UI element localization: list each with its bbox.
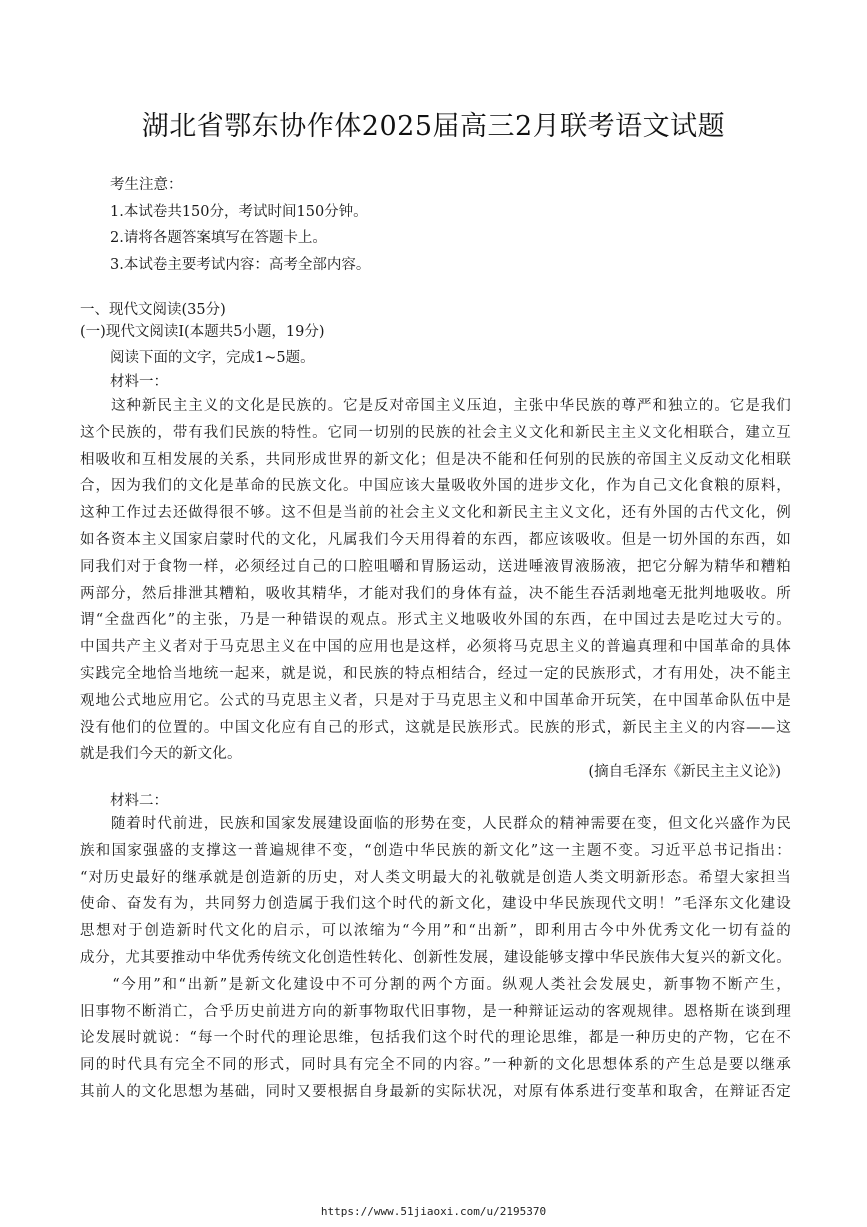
text-line: 随着时代前进，民族和国家发展建设面临的形势在变，人民群众的精神需要在变，但文化兴盛作为民 [80, 816, 791, 832]
footer-watermark-url: https://www.51jiaoxi.com/u/2195370 [320, 1205, 547, 1218]
text-line: 谓“全盘西化”的主张，乃是一种错误的观点。形式主义地吸收外国的东西，在中国过去是吃过大亏的。 [80, 612, 791, 629]
notice-item: 2.请将各题答案填写在答题卡上。 [110, 230, 327, 246]
text-line: 成分，尤其要推动中华优秀传统文化创造性转化、创新性发展，建设能够支撑中华民族伟大复兴的新文化。 [80, 949, 791, 966]
text-line: 就是我们今天的新文化。 [80, 746, 242, 763]
exam-notice [110, 172, 370, 278]
page-title: 湖北省鄂东协作体2025届高三2月联考语文试题 [141, 111, 726, 142]
text-line: 同我们对于食物一样，必须经过自己的口腔咀嚼和胃肠运动，送进唾液胃液肠液，把它分解为精华和糟粕 [80, 558, 791, 575]
text-line: “对历史最好的继承就是创造新的历史，对人类文明最大的礼敬就是创造人类文明新形态。希望大家担当 [80, 869, 791, 886]
reading-instruction: 阅读下面的文字，完成1~5题。 [110, 350, 315, 366]
text-line: 如各资本主义国家启蒙时代的文化，凡属我们今天用得着的东西，都应该吸收。但是一切外国的东西，如 [80, 531, 791, 548]
material1-label: 材料一： [110, 374, 168, 390]
text-line: 这个民族的，带有我们民族的特性。它同一切别的民族的社会主义文化和新民主主义文化相联合，建立互 [80, 424, 791, 441]
section-heading: 一、现代文阅读(35分) [80, 302, 226, 318]
text-line: “今用”和“出新”是新文化建设中不可分割的两个方面。纵观人类社会发展史，新事物不断产生， [80, 976, 791, 993]
text-line: 观地公式地应用它。公式的马克思主义者，只是对于马克思主义和中国革命开玩笑，在中国革命队伍中是 [80, 692, 791, 709]
notice-item: 3.本试卷主要考试内容：高考全部内容。 [110, 256, 371, 273]
text-line: 相吸收和互相发展的关系，共同形成世界的新文化；但是决不能和任何别的民族的帝国主义反动文化相联 [80, 451, 791, 468]
text-line: 论发展时就说：“每一个时代的理论思维，包括我们这个时代的理论思维，都是一种历史的产物，它在不 [80, 1030, 791, 1047]
text-line: 两部分，然后排泄其糟粕，吸收其精华，才能对我们的身体有益，决不能生吞活剥地毫无批判地吸收。所 [80, 585, 791, 602]
text-line: 同的时代具有完全不同的形式，同时具有完全不同的内容。”一种新的文化思想体系的产生总是要以继承 [80, 1057, 791, 1074]
material1-source: (摘自毛泽东《新民主主义论》) [588, 764, 781, 780]
text-line: 实践完全地恰当地统一起来，就是说，和民族的特点相结合，经过一定的民族形式，才有用处，决不能主 [80, 665, 791, 682]
text-line: 中国共产主义者对于马克思主义在中国的应用也是这样，必须将马克思主义的普遍真理和中国革命的具体 [80, 639, 791, 656]
text-line: 这种工作过去还做得很不够。这不但是当前的社会主义文化和新民主主义文化，还有外国的古代文化，例 [80, 505, 791, 522]
text-line: 合，因为我们的文化是革命的民族文化。中国应该大量吸收外国的进步文化，作为自己文化食粮的原料， [80, 478, 791, 495]
material2-label: 材料二： [110, 793, 168, 809]
text-line: 使命、奋发有为，共同努力创造属于我们这个时代的新文化，建设中华民族现代文明！”毛泽东文化建设 [80, 896, 791, 913]
material1-text [80, 393, 791, 768]
text-line: 旧事物不断消亡，合乎历史前进方向的新事物取代旧事物，是一种辩证运动的客观规律。恩格斯在谈到理 [80, 1003, 791, 1020]
notice-heading: 考生注意： [110, 177, 183, 193]
text-line: 这种新民主主义的文化是民族的。它是反对帝国主义压迫，主张中华民族的尊严和独立的。它是我们 [80, 398, 791, 414]
text-line: 族和国家强盛的支撑这一普遍规律不变，“创造中华民族的新文化”这一主题不变。习近平总书记指出： [80, 842, 791, 859]
notice-item: 1.本试卷共150分，考试时间150分钟。 [110, 203, 368, 220]
text-line: 思想对于创造新时代文化的启示，可以浓缩为“今用”和“出新”，即利用古今中外优秀文化一切有益的 [80, 923, 791, 940]
subsection-heading: (一)现代文阅读Ⅰ(本题共5小题，19分) [80, 324, 325, 340]
text-line: 没有他们的位置的。中国文化应有自己的形式，这就是民族形式。民族的形式，新民主主义的内容——这 [80, 719, 791, 736]
material2-text [80, 811, 791, 1106]
text-line: 其前人的文化思想为基础，同时又要根据自身最新的实际状况，对原有体系进行变革和取舍，在辩证否定 [80, 1083, 791, 1100]
